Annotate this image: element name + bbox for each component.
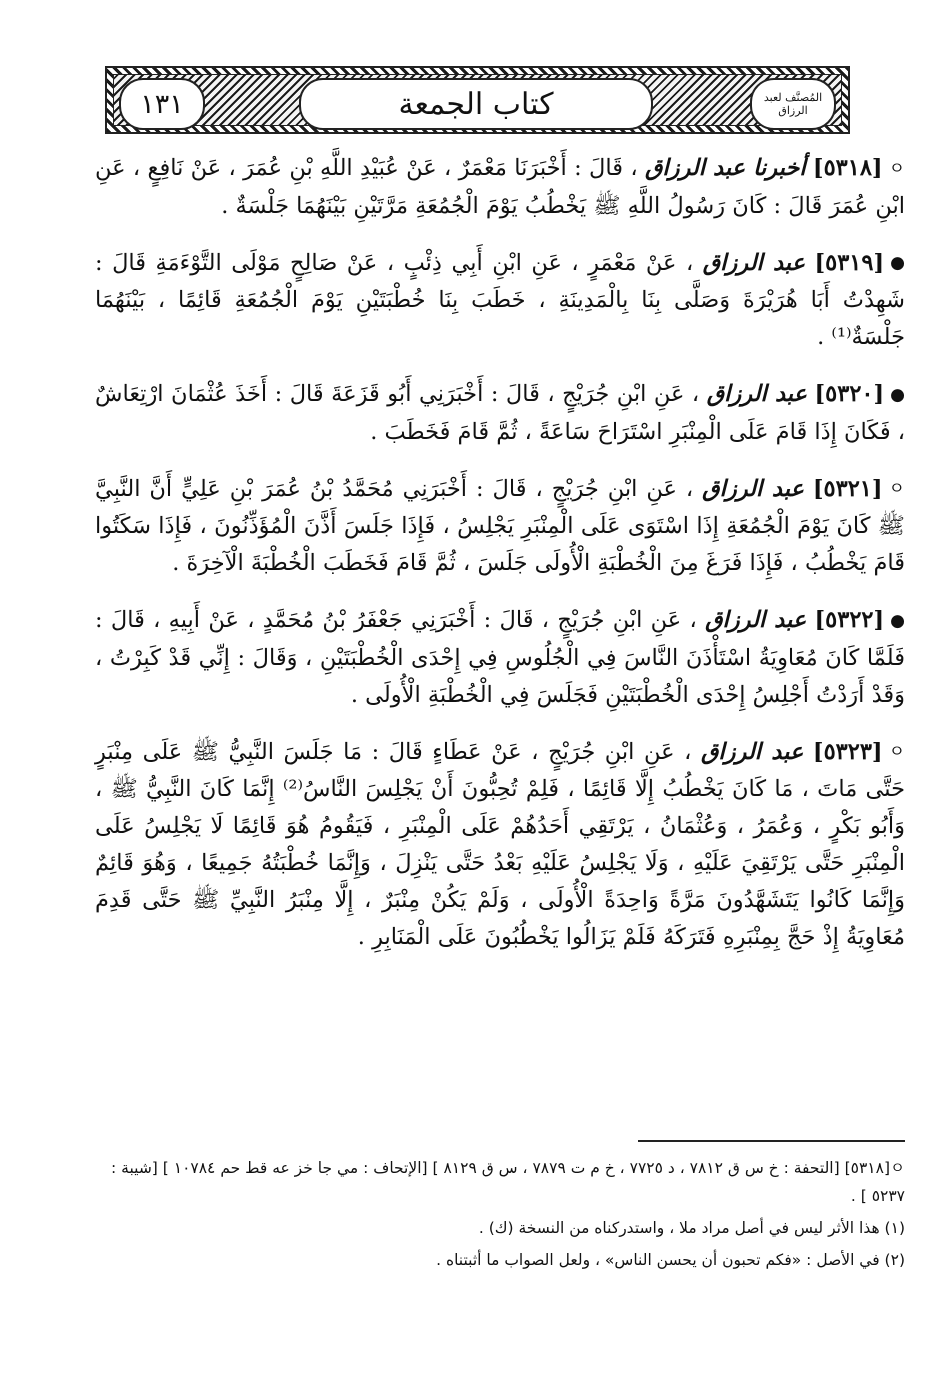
hadith-number: [٥٣١٩] [814, 249, 885, 276]
hadith-source: عبد الرزاق [702, 249, 805, 276]
hadith-number: [٥٣١٨] [812, 155, 883, 181]
paragraph-marker: ● [890, 610, 905, 631]
footnote-rule [638, 1140, 905, 1142]
footnote: ㅇ[٥٣١٨] [التحفة : خ س ق ٧٨١٢ ، د ٧٧٢٥ ، خ م ت ٧٨٧٩ ، س ق ٨١٢٩ ] [الإتحاف : مي جا خز عه قط حم ١٠٧٨٤ ] [شيبة : ٥٢٣٧ ] . [111, 1159, 905, 1205]
hadith-number: [٥٣٢٣] [812, 738, 883, 765]
hadith-paragraph [95, 150, 905, 225]
hadith-paragraph [95, 602, 905, 714]
hadith-text: ، عَنِ ابْنِ جُرَيْجٍ ، قَالَ : أَخْبَرَنِي أَبُو قَزَعَةَ قَالَ : أَخَذَ عُثْمَانَ ارْتِعَاشٌ ، فَكَانَ إِذَا قَامَ عَلَى الْمِنْبَرِ اسْتَرَاحَ سَاعَةً ، ثُمَّ قَامَ فَخَطَبَ . [95, 381, 905, 445]
page-number: ١٣١ [119, 78, 205, 130]
hadith-text: ، عَنْ مَعْمَرٍ ، عَنِ ابْنِ أَبِي ذِئْبٍ ، عَنْ صَالِحٍ مَوْلَى التَّوْءَمَةِ قَالَ : شَهِدْتُ أَبَا هُرَيْرَةَ وَصَلَّى بِنَا بِالْمَدِينَةِ ، خَطَبَ بِنَا خُطْبَتَيْنِ يَوْمَ الْجُمُعَةِ قَائِمًا ، بَيْنَهُمَا جَلْسَةٌ⁽¹⁾ . [95, 249, 905, 350]
hadith-paragraph [95, 734, 905, 957]
chapter-title: كتاب الجمعة [299, 78, 653, 130]
hadith-paragraph [95, 245, 905, 357]
hadith-number: [٥٣٢١] [812, 475, 883, 502]
footnotes [95, 1154, 905, 1278]
hadith-source: عبد الرزاق [702, 475, 804, 502]
paragraph-marker: ㅇ [888, 742, 905, 762]
main-text [95, 150, 905, 976]
hadith-number: [٥٣٢٢] [814, 607, 885, 633]
hadith-text: ، قَالَ : أَخْبَرَنَا مَعْمَرٌ ، عَنْ عُبَيْدِ اللَّهِ بْنِ عُمَرَ ، عَنْ نَافِعٍ ، عَنِ ابْنِ عُمَرَ قَالَ : كَانَ رَسُولُ اللَّهِ ﷺ يَخْطُبُ يَوْمَ الْجُمُعَةِ مَرَّتَيْنِ بَيْنَهُمَا جَلْسَةٌ . [95, 155, 905, 219]
hadith-source: عبد الرزاق [705, 607, 807, 633]
hadith-source: أخبرنا عبد الرزاق [644, 155, 806, 181]
footnote: (١) هذا الأثر ليس في أصل مراد ملا ، واستدركناه من النسخة (ك) . [478, 1219, 905, 1237]
footnote: (٢) في الأصل : «فكم تحبون أن يحسن الناس» ، ولعل الصواب ما أثبتناه . [436, 1251, 905, 1269]
hadith-text: ، عَنِ ابْنِ جُرَيْجٍ ، عَنْ عَطَاءٍ قَالَ : مَا جَلَسَ النَّبِيُّ ﷺ عَلَى مِنْبَرٍ حَتَّى مَاتَ ، مَا كَانَ يَخْطُبُ إِلَّا قَائِمًا ، فَلِمْ تُحِبُّونَ أَنْ يَجْلِسَ النَّاسُ⁽²⁾ إِنَّمَا كَانَ النَّبِيُّ ﷺ ، وَأَبُو بَكْرٍ ، وَعُمَرُ ، وَعُثْمَانُ ، يَرْتَقِي أَحَدُهُمْ عَلَى الْمِنْبَرِ ، فَيَقُومُ هُوَ قَائِمًا لَا يَجْلِسُ عَلَى الْمِنْبَرِ حَتَّى يَرْتَقِيَ عَلَيْهِ ، وَلَا يَجْلِسُ عَلَيْهِ بَعْدُ حَتَّى يَنْزِلَ ، وَإِنَّمَا خُطْبَتُهُ جَمِيعًا ، وَهُوَ قَائِمٌ وَإِنَّمَا كَانُوا يَتَشَهَّدُونَ مَرَّةً وَاحِدَةً الْأُولَى ، وَلَمْ يَكُنْ مِنْبَرٌ ، إِلَّا مِنْبَرُ النَّبِيِّ ﷺ حَتَّى قَدِمَ مُعَاوِيَةُ إِذْ حَجَّ بِمِنْبَرِهِ فَتَرَكَهُ فَلَمْ يَزَالُوا يَخْطُبُونَ عَلَى الْمَنَابِرِ . [95, 738, 905, 950]
book-caption: المُصنَّف لعبد الرزاق [750, 78, 836, 130]
paragraph-marker: ● [890, 384, 905, 405]
hadith-source: عبد الرزاق [700, 738, 804, 765]
hadith-text: ، عَنِ ابْنِ جُرَيْجٍ ، قَالَ : أَخْبَرَنِي مُحَمَّدُ بْنُ عُمَرَ بْنِ عَلِيٍّ أَنَّ النَّبِيَّ ﷺ كَانَ يَوْمَ الْجُمُعَةِ إِذَا اسْتَوَى عَلَى الْمِنْبَرِ يَجْلِسُ ، فَإِذَا جَلَسَ أَذَّنَ الْمُؤَذِّنُونَ ، فَإِذَا سَكَتُوا قَامَ يَخْطُبُ ، فَإِذَا فَرَغَ مِنَ الْخُطْبَةِ الْأُولَى جَلَسَ ، ثُمَّ قَامَ فَخَطَبَ الْخُطْبَةَ الْآخِرَةَ . [95, 475, 905, 576]
hadith-paragraph [95, 376, 905, 451]
paragraph-marker: ● [890, 253, 905, 273]
paragraph-marker: ㅇ [888, 158, 906, 179]
paragraph-marker: ㅇ [888, 479, 905, 499]
hadith-text: ، عَنِ ابْنِ جُرَيْجٍ ، قَالَ : أَخْبَرَنِي جَعْفَرُ بْنُ مُحَمَّدٍ ، عَنْ أَبِيهِ ، قَالَ : فَلَمَّا كَانَ مُعَاوِيَةُ اسْتَأْذَنَ النَّاسَ فِي الْجُلُوسِ فِي إِحْدَى الْخُطْبَتَيْنِ ، وَقَالَ : إِنِّي قَدْ كَبِرْتُ ، وَقَدْ أَرَدْتُ أَجْلِسُ إِحْدَى الْخُطْبَتَيْنِ فَجَلَسَ فِي الْخُطْبَةِ الْأُولَى . [95, 607, 905, 708]
hadith-source: عبد الرزاق [706, 381, 807, 407]
page-header [105, 66, 850, 134]
hadith-number: [٥٣٢٠] [814, 381, 885, 407]
hadith-paragraph [95, 471, 905, 583]
